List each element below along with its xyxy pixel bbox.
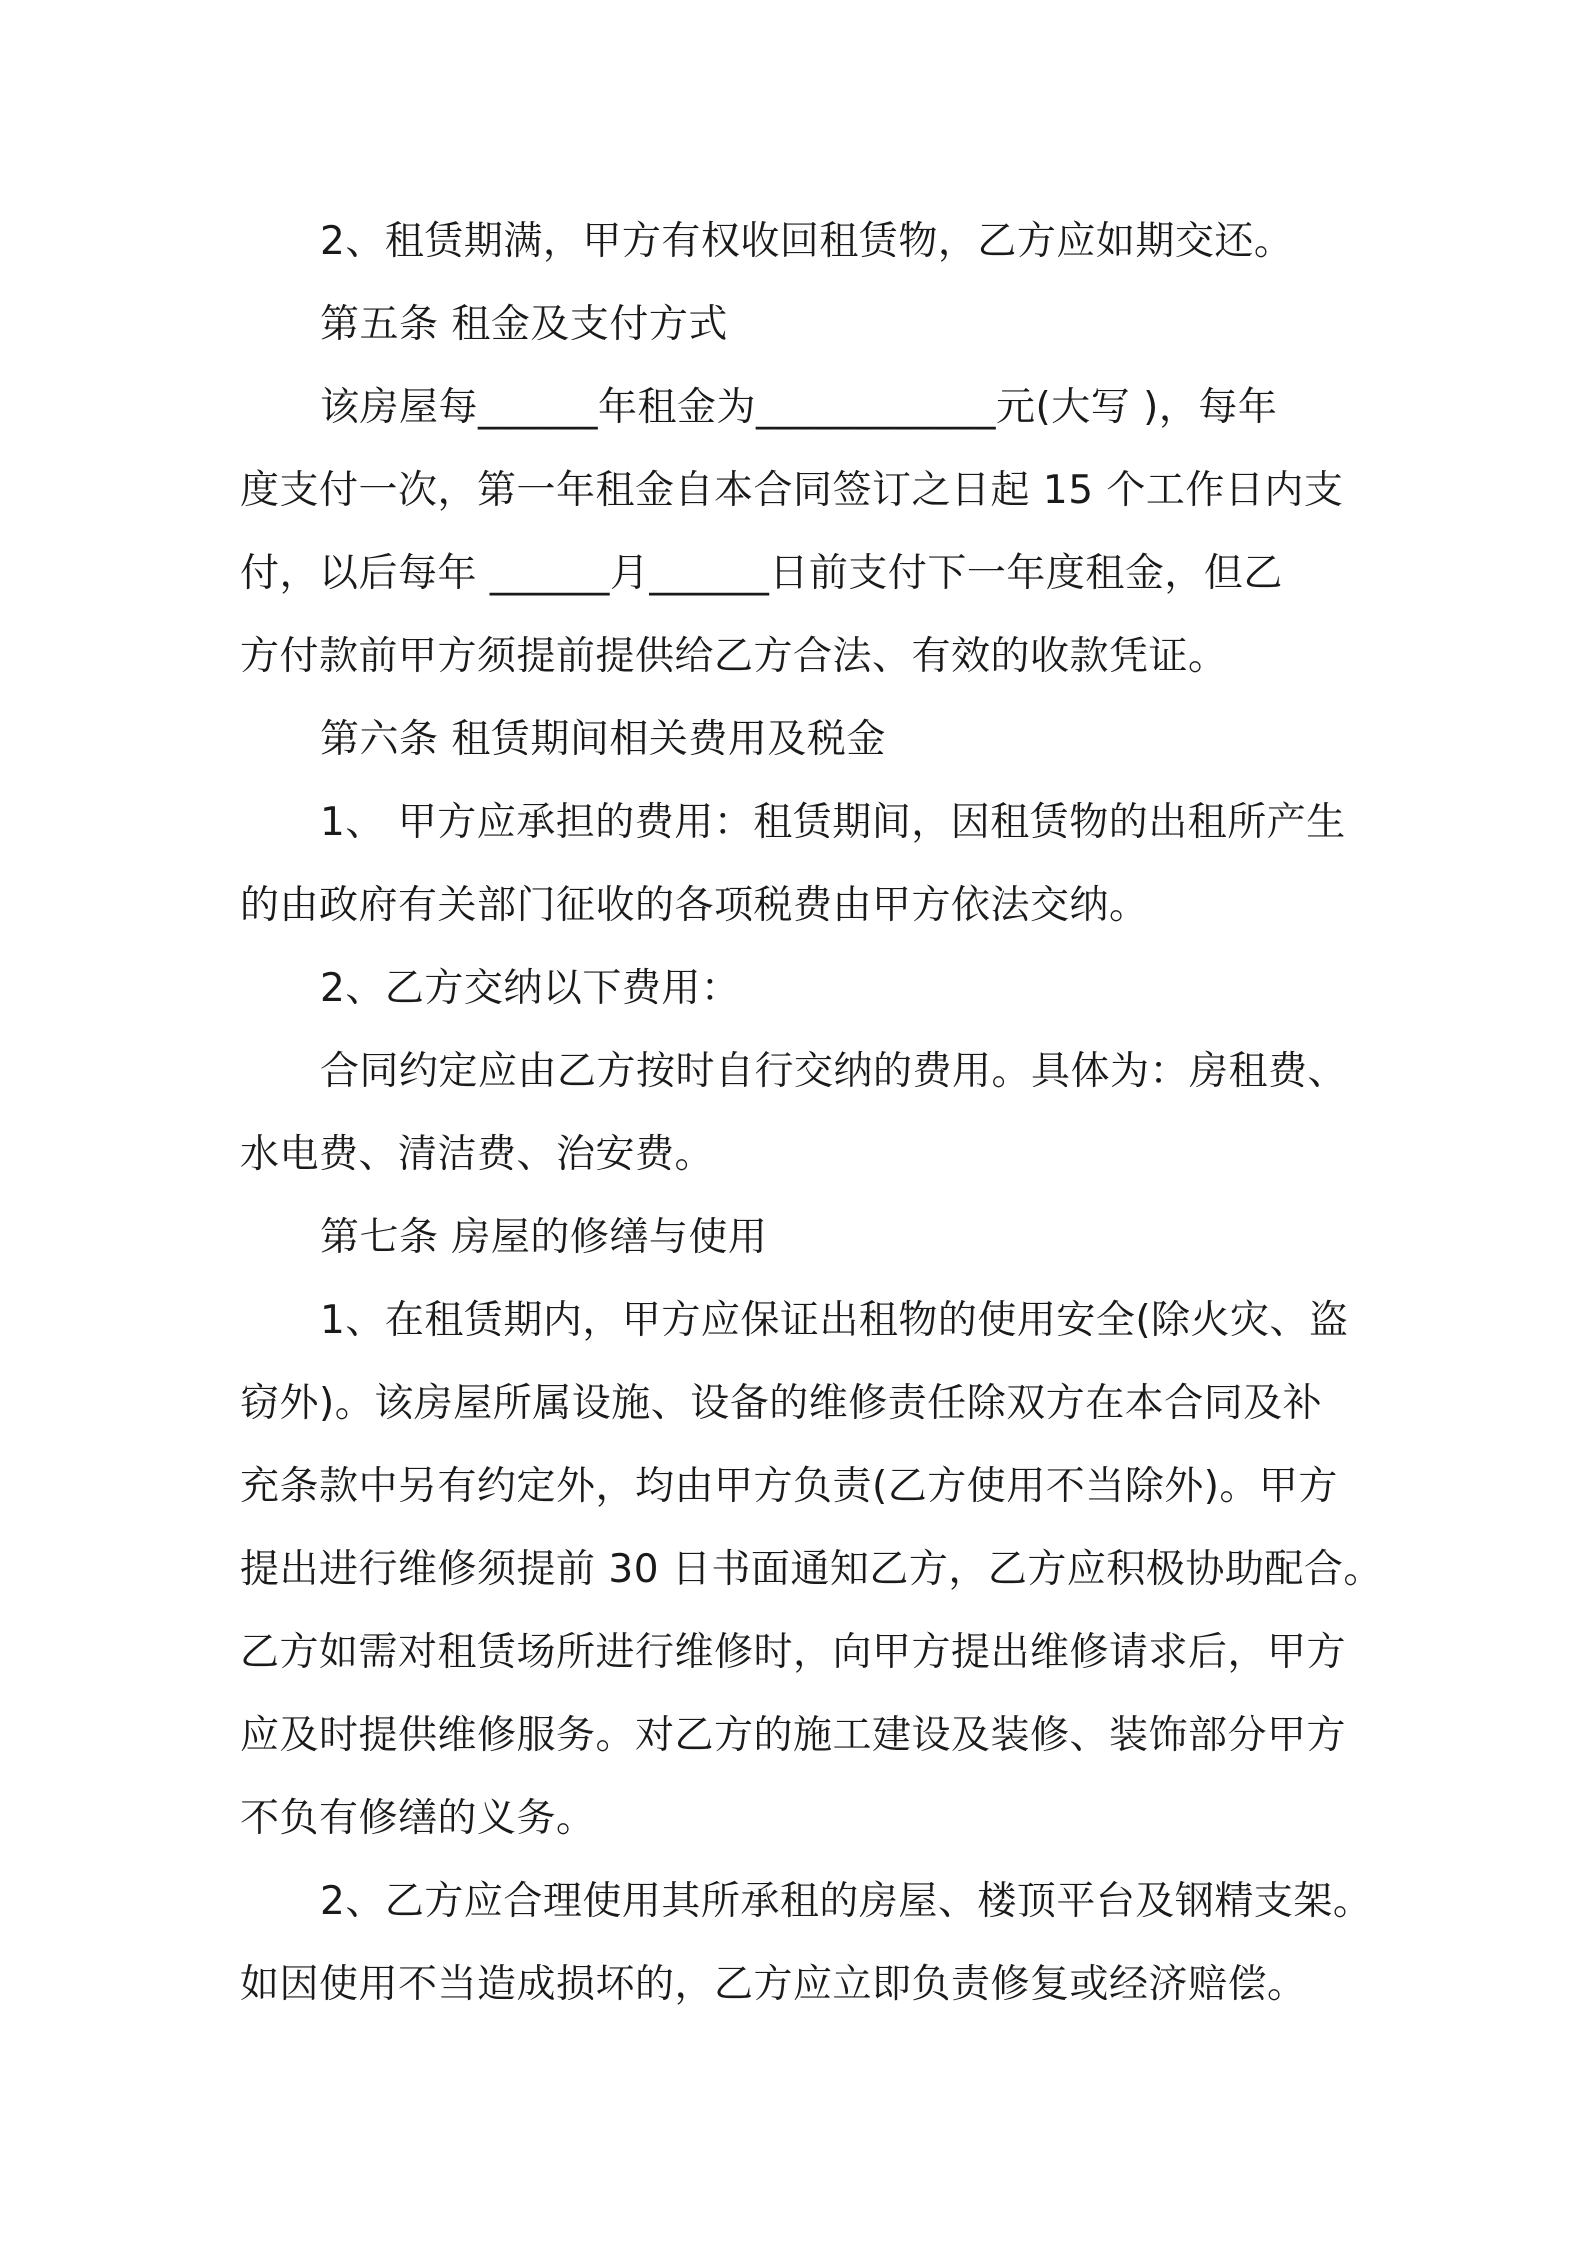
article-5-heading: 第五条 租金及支付方式: [320, 302, 728, 347]
article-7-item-1-line: 提出进行维修须提前 30 日书面通知乙方，乙方应积极协助配合。: [240, 1547, 1383, 1592]
article-6-item-2-detail-line: 水电费、清洁费、治安费。: [240, 1132, 715, 1177]
article-5-paragraph-line: 度支付一次，第一年租金自本合同签订之日起 15 个工作日内支: [240, 468, 1344, 513]
article-6-item-1-line: 的由政府有关部门征收的各项税费由甲方依法交纳。: [240, 883, 1149, 928]
article-6-item-2-detail-line: 合同约定应由乙方按时自行交纳的费用。具体为：房租费、: [320, 1049, 1348, 1094]
article-7-item-2-line: 2、乙方应合理使用其所承租的房屋、楼顶平台及钢精支架。: [320, 1879, 1373, 1924]
article-5-paragraph-line: 方付款前甲方须提前提供给乙方合法、有效的收款凭证。: [240, 634, 1228, 679]
article-7-item-1-line: 应及时提供维修服务。对乙方的施工建设及装修、装饰部分甲方: [240, 1713, 1347, 1758]
article-5-paragraph-line: 付，以后每年 ______月______日前支付下一年度租金，但乙: [240, 551, 1283, 596]
article-7-item-2-line: 如因使用不当造成损坏的，乙方应立即负责修复或经济赔偿。: [240, 1962, 1307, 2007]
article-7-item-1-line: 乙方如需对租赁场所进行维修时，向甲方提出维修请求后，甲方: [240, 1630, 1347, 1675]
article-6-item-1-line: 1、 甲方应承担的费用：租赁期间，因租赁物的出租所产生: [320, 800, 1346, 845]
document-body: [240, 200, 1383, 2026]
article-7-item-1-line: 1、在租赁期内，甲方应保证出租物的使用安全(除火灾、盗: [320, 1298, 1349, 1343]
article-7-heading: 第七条 房屋的修缮与使用: [320, 1215, 768, 1260]
article-7-item-1-line: 窃外)。该房屋所属设施、设备的维修责任除双方在本合同及补: [240, 1381, 1323, 1426]
article-6-heading: 第六条 租赁期间相关费用及税金: [320, 717, 886, 762]
article-5-paragraph-line: 该房屋每______年租金为____________元(大写 )，每年: [320, 385, 1278, 430]
article-7-item-1-line: 充条款中另有约定外，均由甲方负责(乙方使用不当除外)。甲方: [240, 1464, 1338, 1509]
article-6-item-2: 2、乙方交纳以下费用：: [320, 966, 741, 1011]
clause-4-item-2: 2、租赁期满，甲方有权收回租赁物，乙方应如期交还。: [320, 219, 1294, 264]
article-7-item-1-line: 不负有修缮的义务。: [240, 1796, 596, 1841]
